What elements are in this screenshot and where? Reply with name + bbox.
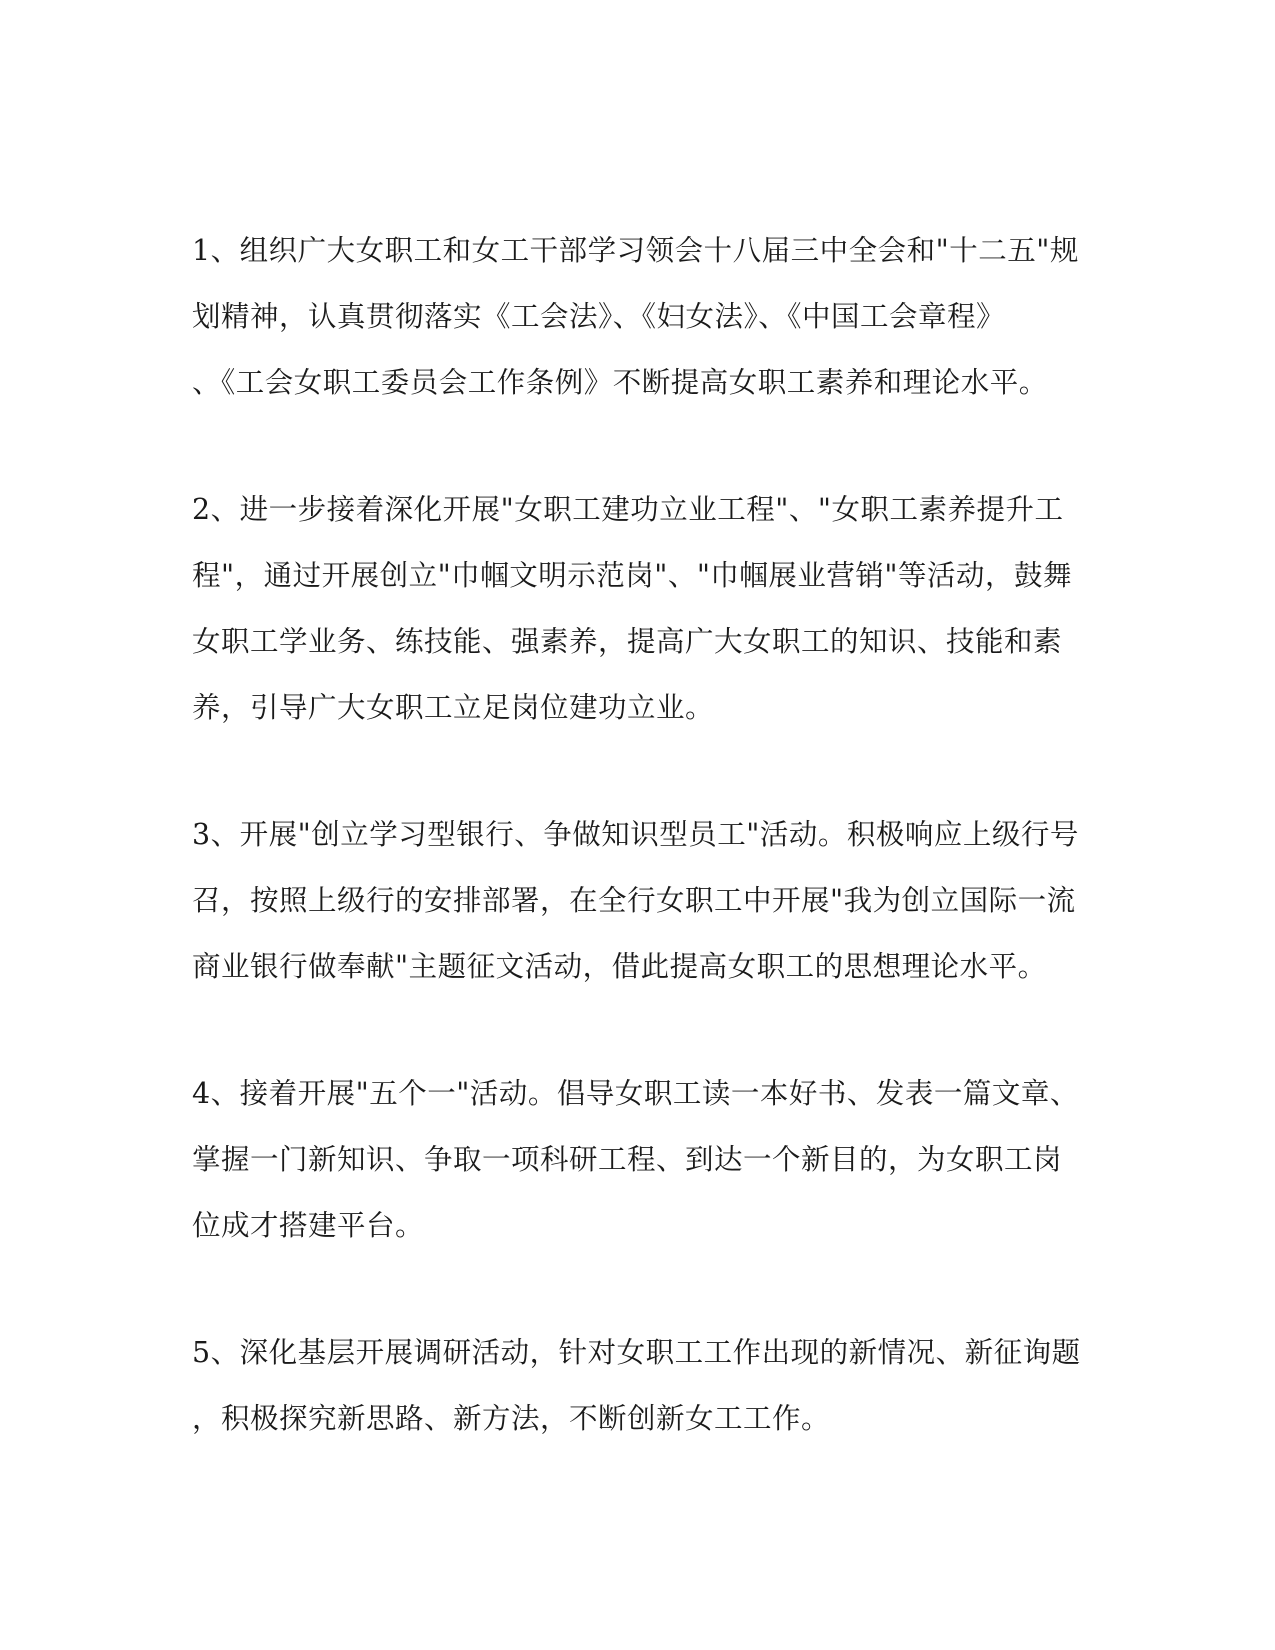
text-line: 3、开展"创立学习型银行、争做知识型员工"活动。积极响应上级行号 — [192, 818, 1079, 851]
text-line: ，积极探究新思路、新方法，不断创新女工工作。 — [192, 1402, 831, 1435]
paragraph-1 — [192, 218, 1082, 416]
paragraph-5 — [192, 1320, 1082, 1452]
text-line: 4、接着开展"五个一"活动。倡导女职工读一本好书、发表一篇文章、 — [192, 1077, 1079, 1110]
text-line: 商业银行做奉献"主题征文活动，借此提高女职工的思想理论水平。 — [192, 950, 1047, 983]
text-line: 1、组织广大女职工和女工干部学习领会十八届三中全会和"十二五"规 — [192, 234, 1079, 267]
text-line: 5、深化基层开展调研活动，针对女职工工作出现的新情况、新征询题 — [192, 1336, 1081, 1369]
text-line: 召，按照上级行的安排部署，在全行女职工中开展"我为创立国际一流 — [192, 884, 1076, 917]
text-line: 女职工学业务、练技能、强素养，提高广大女职工的知识、技能和素 — [192, 625, 1063, 658]
text-line: 位成才搭建平台。 — [192, 1209, 425, 1242]
paragraph-4 — [192, 1061, 1082, 1259]
text-line: 程"，通过开展创立"巾帼文明示范岗"、"巾帼展业营销"等活动，鼓舞 — [192, 559, 1073, 592]
text-line: 划精神，认真贯彻落实《工会法》、《妇女法》、《中国工会章程》 — [192, 300, 1006, 333]
text-line: 、《工会女职工委员会工作条例》不断提高女职工素养和理论水平。 — [192, 366, 1048, 399]
text-line: 2、进一步接着深化开展"女职工建功立业工程"、"女职工素养提升工 — [192, 493, 1064, 526]
document-body — [192, 218, 1082, 1513]
text-line: 养，引导广大女职工立足岗位建功立业。 — [192, 691, 715, 724]
paragraph-3 — [192, 802, 1082, 1000]
text-line: 掌握一门新知识、争取一项科研工程、到达一个新目的，为女职工岗 — [192, 1143, 1063, 1176]
paragraph-2 — [192, 477, 1082, 741]
